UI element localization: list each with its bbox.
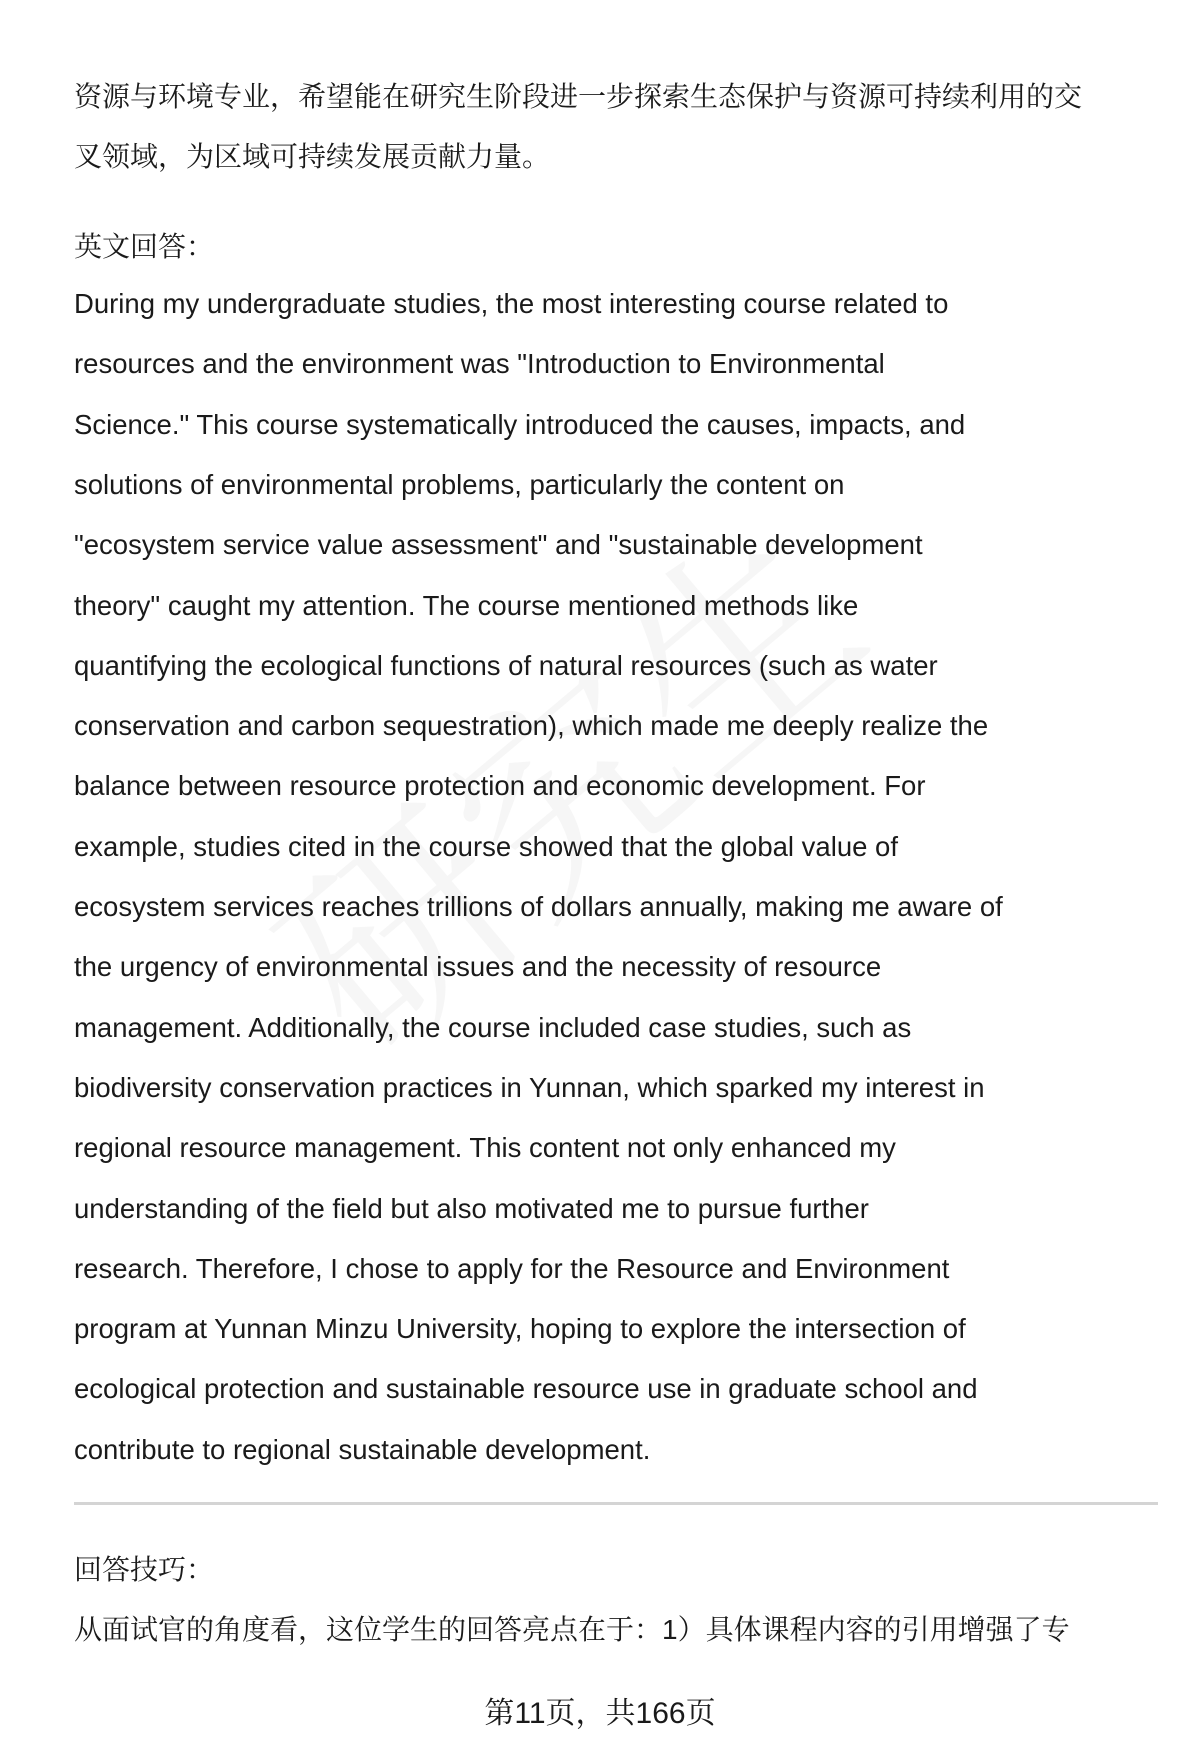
english-answer-line: balance between resource protection and economic development. For xyxy=(74,770,926,802)
page-number-footer: 第11页，共166页 xyxy=(484,1697,716,1730)
english-answer-line: program at Yunnan Minzu University, hoping to explore the intersection of xyxy=(74,1313,966,1345)
english-answer-line: research. Therefore, I chose to apply for the Resource and Environment xyxy=(74,1252,950,1284)
english-answer-line: "ecosystem service value assessment" and "sustainable development xyxy=(74,529,923,561)
chinese-intro-line: 叉领域，为区域可持续发展贡献力量。 xyxy=(74,141,551,172)
english-answer-line: the urgency of environmental issues and the necessity of resource xyxy=(74,951,882,983)
english-answer-line: quantifying the ecological functions of natural resources (such as water xyxy=(74,649,938,681)
section-divider xyxy=(74,1502,1158,1505)
english-answer-line: contribute to regional sustainable development. xyxy=(74,1433,651,1465)
english-answer-heading: 英文回答： xyxy=(74,231,215,262)
chinese-intro-line: 资源与环境专业，希望能在研究生阶段进一步探索生态保护与资源可持续利用的交 xyxy=(74,81,1083,112)
english-answer-line: theory" caught my attention. The course mentioned methods like xyxy=(74,589,859,621)
english-answer-line: ecosystem services reaches trillions of dollars annually, making me aware of xyxy=(74,891,1003,922)
tips-text-line: 从面试官的角度看，这位学生的回答亮点在于：1）具体课程内容的引用增强了专 xyxy=(74,1614,1070,1645)
english-answer-line: solutions of environmental problems, particularly the content on xyxy=(74,468,845,500)
english-answer-line: management. Additionally, the course included case studies, such as xyxy=(74,1011,912,1043)
english-answer-line: resources and the environment was "Introduction to Environmental xyxy=(74,348,885,380)
english-answer-line: example, studies cited in the course showed that the global value of xyxy=(74,830,898,862)
english-answer-line: conservation and carbon sequestration), which made me deeply realize the xyxy=(74,710,989,742)
tips-heading: 回答技巧： xyxy=(74,1554,215,1585)
english-answer-line: regional resource management. This content not only enhanced my xyxy=(74,1132,896,1164)
english-answer-line: Science." This course systematically introduced the causes, impacts, and xyxy=(74,408,966,440)
english-answer-line: understanding of the field but also motivated me to pursue further xyxy=(74,1192,869,1224)
english-answer-line: biodiversity conservation practices in Yunnan, which sparked my interest in xyxy=(74,1071,985,1103)
english-answer-line: ecological protection and sustainable resource use in graduate school and xyxy=(74,1373,978,1405)
english-answer-line: During my undergraduate studies, the most interesting course related to xyxy=(74,288,949,319)
